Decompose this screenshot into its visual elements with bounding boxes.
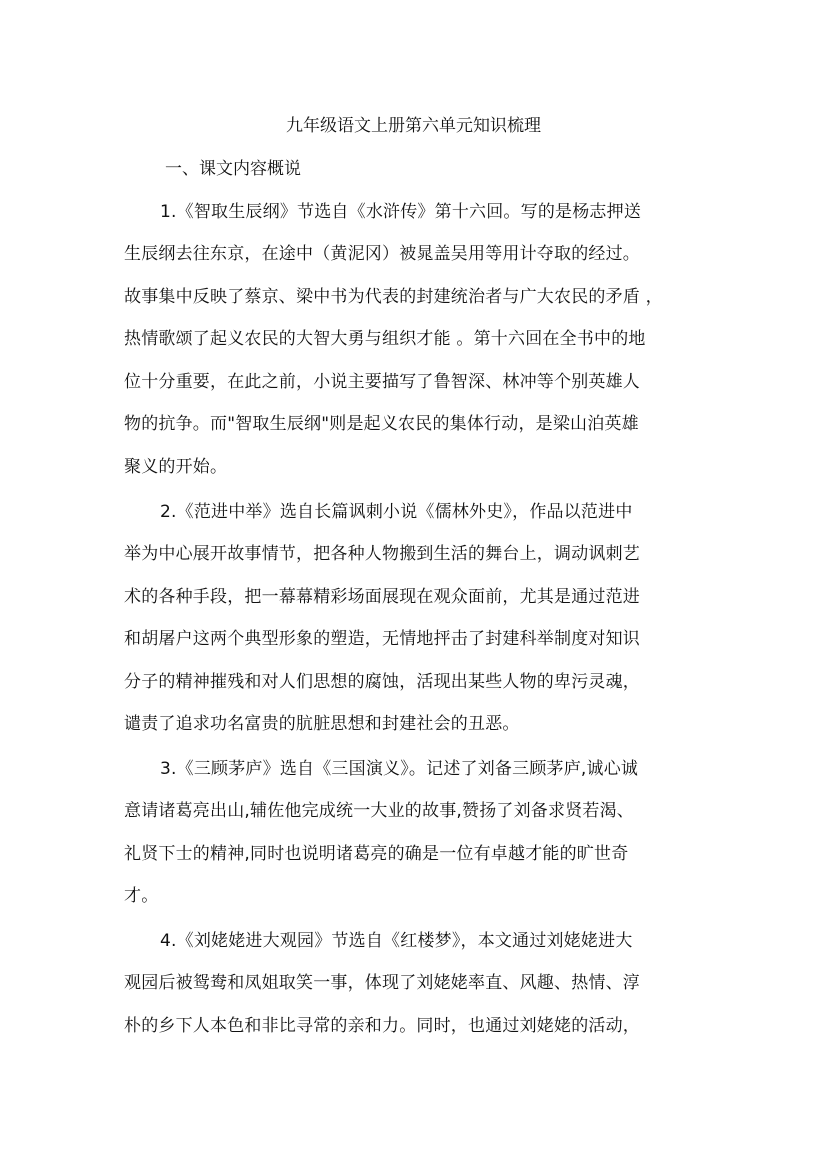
paragraph-2-line-4: 和胡屠户这两个典型形象的塑造，无情地抨击了封建科举制度对知识 [124, 629, 640, 649]
paragraph-2-line-1: 2.《范进中举》选自长篇讽刺小说《儒林外史》，作品以范进中 [160, 502, 633, 522]
paragraph-1-line-4: 热情歌颂了起义农民的大智大勇与组织才能 。第十六回在全书中的地 [124, 329, 646, 349]
section-heading: 一、课文内容概说 [165, 159, 301, 179]
paragraph-1-line-6: 物的抗争。而"智取生辰纲"则是起义农民的集体行动，是梁山泊英雄 [124, 414, 639, 434]
paragraph-2-line-3: 术的各种手段，把一幕幕精彩场面展现在观众面前，尤其是通过范进 [124, 587, 640, 607]
paragraph-3-line-2: 意请诸葛亮出山,辅佐他完成统一大业的故事,赞扬了刘备求贤若渴、 [124, 801, 635, 821]
paragraph-3-line-1: 3.《三顾茅庐》选自《三国演义》。记述了刘备三顾茅庐,诚心诚 [160, 759, 639, 779]
paragraph-2-line-5: 分子的精神摧残和对人们思想的腐蚀，活现出某些人物的卑污灵魂， [124, 672, 640, 692]
paragraph-1-line-7: 聚义的开始。 [124, 457, 228, 477]
paragraph-1-line-5: 位十分重要，在此之前，小说主要描写了鲁智深、林冲等个别英雄人 [124, 372, 640, 392]
paragraph-4-line-3: 朴的乡下人本色和非比寻常的亲和力。同时，也通过刘姥姥的活动， [124, 1016, 640, 1036]
paragraph-2-line-2: 举为中心展开故事情节，把各种人物搬到生活的舞台上，调动讽刺艺 [124, 544, 640, 564]
paragraph-4-line-2: 观园后被鸳鸯和凤姐取笑一事，体现了刘姥姥率直、风趣、热情、淳 [124, 973, 640, 993]
paragraph-1-line-2: 生辰纲去往东京，在途中（黄泥冈）被晁盖吴用等用计夺取的经过。 [124, 244, 640, 264]
paragraph-1-line-1: 1.《智取生辰纲》节选自《水浒传》第十六回。写的是杨志押送 [160, 202, 642, 222]
paragraph-1-line-3: 故事集中反映了蔡京、梁中书为代表的封建统治者与广大农民的矛盾 ， [124, 287, 663, 307]
paragraph-3-line-4: 才。 [124, 886, 159, 906]
document-title: 九年级语文上册第六单元知识梳理 [286, 116, 541, 136]
paragraph-3-line-3: 礼贤下士的精神,同时也说明诸葛亮的确是一位有卓越才能的旷世奇 [124, 844, 629, 864]
paragraph-4-line-1: 4.《刘姥姥进大观园》节选自《红楼梦》，本文通过刘姥姥进大 [160, 931, 633, 951]
paragraph-2-line-6: 谴责了追求功名富贵的肮脏思想和封建社会的丑恶。 [124, 714, 520, 734]
